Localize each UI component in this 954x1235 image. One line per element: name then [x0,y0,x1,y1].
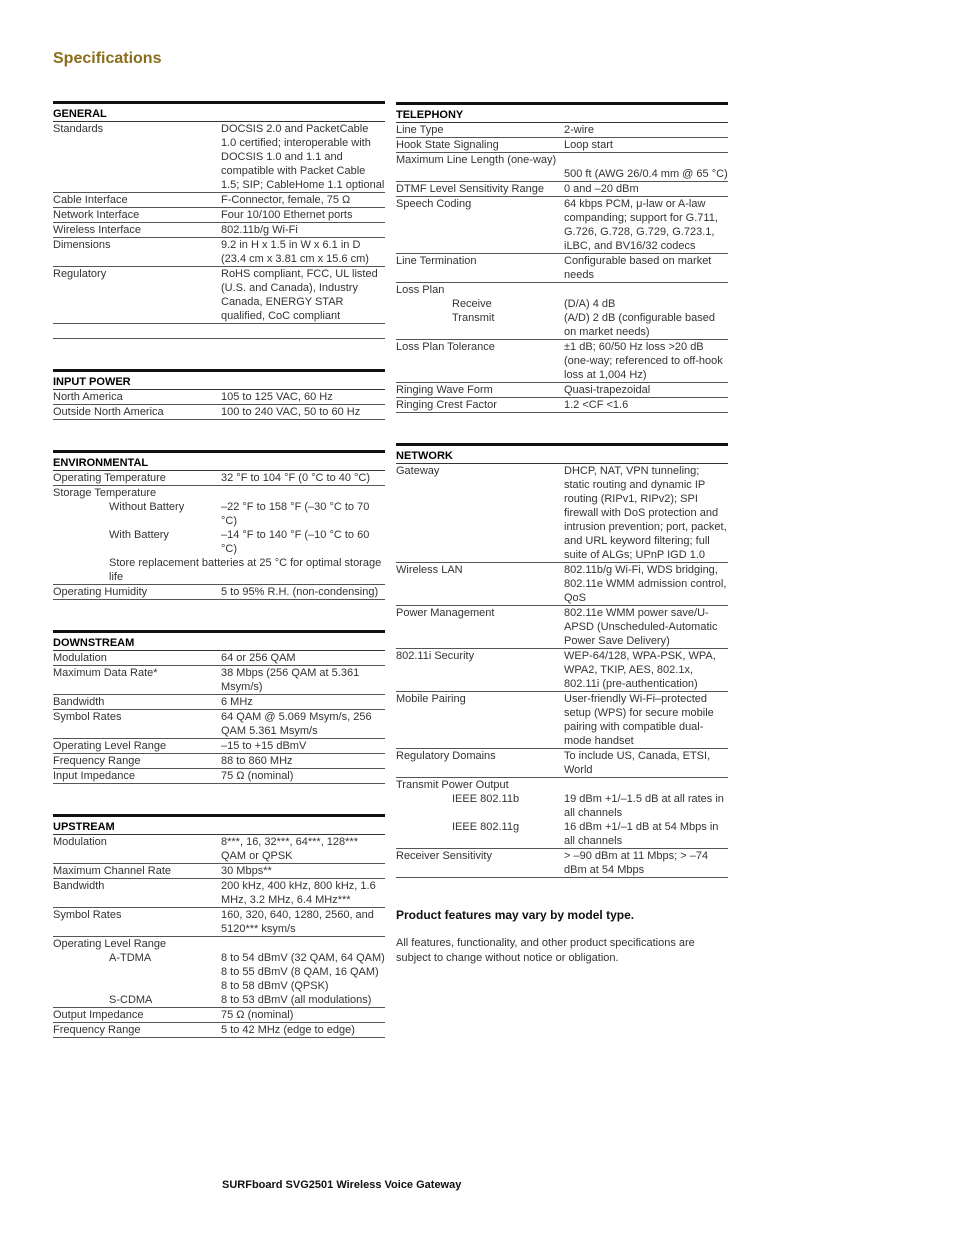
spec-label: Without Battery [109,501,185,513]
spec-label: Wireless Interface [53,224,142,236]
spec-value: 100 to 240 VAC, 50 to 60 Hz [221,406,361,418]
spec-value: 88 to 860 MHz [221,755,293,767]
spec-label: Bandwidth [53,696,105,708]
section-general [53,101,385,339]
spec-note: Store replacement batteries at 25 °C for optimal storage life [109,557,382,583]
spec-label: DTMF Level Sensitivity Range [396,183,544,195]
spec-row [53,710,385,739]
spec-value: 64 kbps PCM, μ-law or A-law companding; support for G.711, G.726, G.728, G.729, G.723.1, iLBC, and BV16/32 codecs [564,198,718,252]
spec-label: Gateway [396,465,440,477]
spec-value: –22 °F to 158 °F (–30 °C to 70 °C) [221,501,370,527]
spec-label: Line Termination [396,255,477,267]
spec-value: 200 kHz, 400 kHz, 800 kHz, 1.6 MHz, 3.2 MHz, 6.4 MHz*** [221,880,376,906]
spec-row [53,471,385,486]
spec-row [53,122,385,193]
spec-value: 64 or 256 QAM [221,652,296,664]
spec-label: Mobile Pairing [396,693,466,705]
spec-value: 5 to 95% R.H. (non-condensing) [221,586,379,598]
spec-row [396,311,728,340]
spec-value: > –90 dBm at 11 Mbps; > –74 dBm at 54 Mbps [564,850,709,876]
spec-label: Modulation [53,652,107,664]
spec-value: 6 MHz [221,696,253,708]
spec-label: Operating Humidity [53,586,148,598]
spec-row [53,979,385,993]
spec-row [396,138,728,153]
spec-label: Receive [452,298,492,310]
spec-label: Maximum Channel Rate [53,865,171,877]
spec-label: IEEE 802.11b [452,793,520,805]
spec-label [53,965,221,979]
spec-value: RoHS compliant, FCC, UL listed (U.S. and Canada), Industry Canada, ENERGY STAR qualified, CoC compliant [221,268,378,322]
spec-label: Ringing Wave Form [396,384,493,396]
spec-value: DOCSIS 2.0 and PacketCable 1.0 certified; interoperable with DOCSIS 1.0 and 1.1 and compatible with Packet Cable 1.5; SIP; CableHome 1.1 optional [221,123,385,191]
spec-value: User-friendly Wi-Fi–protected setup (WPS) for secure mobile pairing with compatible dual-mode handset [564,693,714,747]
spec-value: 64 QAM @ 5.069 Msym/s, 256 QAM 5.361 Msym/s [221,711,372,737]
page-title: Specifications [53,50,162,67]
spec-row [53,500,385,528]
spec-value [564,778,728,792]
spec-row [53,390,385,405]
spec-value: F-Connector, female, 75 Ω [221,194,351,206]
spec-row [53,651,385,666]
spec-value: 5 to 42 MHz (edge to edge) [221,1024,355,1036]
spec-value: Configurable based on market needs [564,255,712,281]
spec-value: 8***, 16, 32***, 64***, 128*** QAM or QPSK [221,836,358,862]
spec-value: 32 °F to 104 °F (0 °C to 40 °C) [221,472,371,484]
spec-label: Input Impedance [53,770,135,782]
spec-label: Output Impedance [53,1009,144,1021]
spec-label: Receiver Sensitivity [396,850,492,862]
spec-value: WEP-64/128, WPA-PSK, WPA, WPA2, TKIP, AES, 802.1x, 802.11i (pre-authentication) [564,650,716,690]
spec-label: Maximum Line Length (one-way) [396,154,557,166]
spec-value: 802.11e WMM power save/U-APSD (Unscheduled-Automatic Power Save Delivery) [564,607,718,647]
spec-label: A-TDMA [109,952,152,964]
spec-value: 8 to 53 dBmV (all modulations) [221,994,372,1006]
spec-row [53,951,385,965]
spec-row [53,585,385,600]
spec-value: 8 to 55 dBmV (8 QAM, 16 QAM) [221,966,379,978]
spec-row [53,879,385,908]
spec-row [53,965,385,979]
spec-row [396,606,728,649]
section-input-power [53,369,385,420]
spec-label: Outside North America [53,406,164,418]
note-text: All features, functionality, and other product specifications are subject to change without notice or obligation. [396,937,695,964]
spec-row [53,908,385,937]
spec-value: 2-wire [564,124,594,136]
spec-label: Maximum Data Rate* [53,667,158,679]
spec-label: Frequency Range [53,755,141,767]
spec-value: 8 to 54 dBmV (32 QAM, 64 QAM) [221,952,385,964]
spec-label: 802.11i Security [396,650,475,662]
spec-label: With Battery [109,529,169,541]
spec-label: Regulatory [53,268,107,280]
spec-value: (A/D) 2 dB (configurable based on market needs) [564,312,716,338]
spec-row [53,769,385,784]
spec-row [53,1008,385,1023]
spec-value: 75 Ω (nominal) [221,1009,294,1021]
spec-value [221,486,385,500]
spec-label: Wireless LAN [396,564,463,576]
spec-row [53,486,385,500]
spec-value: 19 dBm +1/–1.5 dB at all rates in all channels [564,793,724,819]
spec-row [396,820,728,849]
spec-row [396,283,728,297]
spec-row [53,754,385,769]
spec-label: Loss Plan Tolerance [396,341,495,353]
spec-value: 802.11b/g Wi-Fi [221,224,298,236]
spec-value: DHCP, NAT, VPN tunneling; static routing and dynamic IP routing (RIPv1, RIPv2); SPI firewall with DoS protection and intrusion prevention; port, packet, and URL keyword filtering; full suite of ALGs; UPnP IGD 1.0 [564,465,727,561]
spec-value [564,283,728,297]
spec-label: S-CDMA [109,994,153,1006]
left-column [53,101,385,1068]
section-heading: NETWORK [396,443,728,464]
spec-row [53,223,385,238]
spec-row [396,649,728,692]
section-downstream [53,630,385,784]
spec-value: 1.2 <CF <1.6 [564,399,629,411]
section-heading: TELEPHONY [396,102,728,123]
spec-value: Loop start [564,139,613,151]
spec-value: To include US, Canada, ETSI, World [564,750,711,776]
spec-label: Transmit [452,312,495,324]
spec-label: Operating Level Range [53,938,167,950]
spec-value: 160, 320, 640, 1280, 2560, and 5120*** ksym/s [221,909,374,935]
section-heading: INPUT POWER [53,369,385,390]
spec-row [396,123,728,138]
spec-value: –15 to +15 dBmV [221,740,307,752]
spec-row [53,993,385,1008]
spec-label: Ringing Crest Factor [396,399,497,411]
spec-row [396,254,728,283]
spec-row [53,208,385,223]
spec-value: ±1 dB; 60/50 Hz loss >20 dB (one-way; referenced to off-hook loss at 1,004 Hz) [564,341,723,381]
spec-row [396,778,728,792]
section-heading: DOWNSTREAM [53,630,385,651]
spec-row [53,238,385,267]
section-spacer [53,324,385,339]
spec-row [396,849,728,878]
spec-value: 16 dBm +1/–1 dB at 54 Mbps in all channels [564,821,719,847]
section-telephony [396,102,728,413]
section-heading: UPSTREAM [53,814,385,835]
section-heading: GENERAL [53,101,385,122]
spec-label: Standards [53,123,104,135]
spec-value: (D/A) 4 dB [564,298,616,310]
spec-value: Four 10/100 Ethernet ports [221,209,353,221]
footer-product-name: SURFboard SVG2501 Wireless Voice Gateway [222,1179,462,1191]
spec-label: Cable Interface [53,194,128,206]
spec-label: Symbol Rates [53,909,122,921]
spec-value: 500 ft (AWG 26/0.4 mm @ 65 °C) [564,168,728,180]
spec-row [53,739,385,754]
spec-label: Network Interface [53,209,140,221]
spec-row [53,937,385,951]
spec-row [396,383,728,398]
spec-label: Symbol Rates [53,711,122,723]
spec-label: Storage Temperature [53,487,157,499]
spec-row [396,464,728,563]
spec-row [53,835,385,864]
spec-value [221,937,385,951]
spec-row [396,153,728,182]
spec-label: North America [53,391,123,403]
spec-value: Quasi-trapezoidal [564,384,651,396]
section-heading: ENVIRONMENTAL [53,450,385,471]
spec-value: 8 to 58 dBmV (QPSK) [221,980,329,992]
spec-row [53,556,385,585]
spec-label [53,979,221,993]
spec-label: Regulatory Domains [396,750,496,762]
spec-label: Speech Coding [396,198,472,210]
spec-label: Operating Temperature [53,472,166,484]
spec-row [396,749,728,778]
spec-label: Line Type [396,124,444,136]
spec-value: 105 to 125 VAC, 60 Hz [221,391,333,403]
spec-value: 38 Mbps (256 QAM at 5.361 Msym/s) [221,667,360,693]
spec-label: IEEE 802.11g [452,821,520,833]
spec-row [396,792,728,820]
spec-row [396,297,728,311]
spec-label: Hook State Signaling [396,139,499,151]
spec-label: Modulation [53,836,107,848]
spec-row [53,405,385,420]
spec-value: 0 and –20 dBm [564,183,639,195]
section-network [396,443,728,878]
spec-value: 802.11b/g Wi-Fi, WDS bridging, 802.11e WMM admission control, QoS [564,564,727,604]
spec-label: Frequency Range [53,1024,141,1036]
spec-row [396,340,728,383]
spec-value: 75 Ω (nominal) [221,770,294,782]
spec-row [396,692,728,749]
spec-row [53,193,385,208]
spec-row [396,563,728,606]
spec-label: Power Management [396,607,495,619]
spec-row [53,666,385,695]
right-column [396,102,728,966]
spec-row [396,398,728,413]
spec-label: Operating Level Range [53,740,167,752]
spec-row [53,695,385,710]
section-upstream [53,814,385,1038]
spec-label: Loss Plan [396,284,445,296]
spec-value: –14 °F to 140 °F (–10 °C to 60 °C) [221,529,370,555]
spec-label: Transmit Power Output [396,779,509,791]
spec-row [396,182,728,197]
spec-row [53,528,385,556]
spec-row [396,197,728,254]
spec-value: 30 Mbps** [221,865,272,877]
spec-row [53,1023,385,1038]
spec-label: Dimensions [53,239,111,251]
spec-row [53,864,385,879]
spec-label: Bandwidth [53,880,105,892]
spec-value: 9.2 in H x 1.5 in W x 6.1 in D (23.4 cm x 3.81 cm x 15.6 cm) [221,239,369,265]
section-environmental [53,450,385,600]
note-title: Product features may vary by model type. [396,908,635,922]
spec-row [53,267,385,324]
